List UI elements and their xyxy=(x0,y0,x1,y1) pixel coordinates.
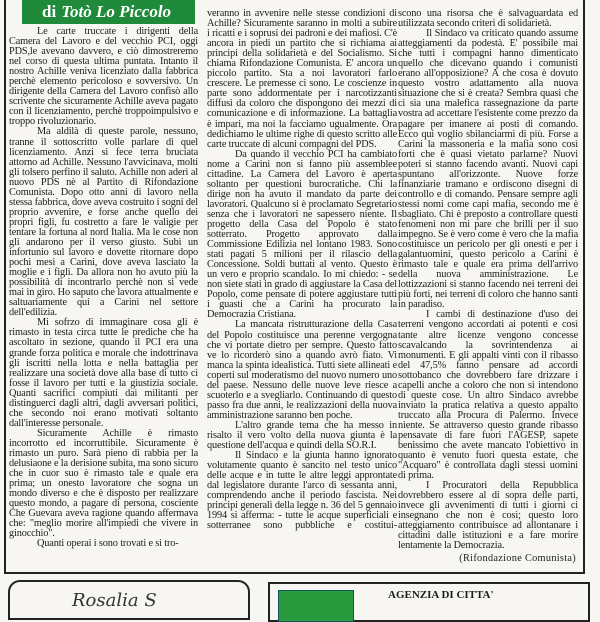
author-name: Totò Lo Piccolo xyxy=(61,2,172,21)
article-signature: (Rifondazione Comunista) xyxy=(459,553,576,564)
paragraph: scono una risorsa che è salvaguardata ed utilizzata secondo criteri di solidarietà. xyxy=(398,9,578,30)
agency-title: AGENZIA DI CITTA' xyxy=(388,589,494,601)
paragraph: Mi sofrzo di immaginare cosa gli è rimasto in testa circa tutte le prediche che ha ascoltato in sezione, quando il PCI era una grande forza politica e morale che indottrinava gli iscritti nella lotta e nella battaglia per realizzare una società dove alla base di tutto ci fosse il lavoro per tutti e la giustizia sociale. Quanti sacrifici compiuti dai militanti per distinguerci dagli altri, dagli avversari politici, che secondo noi erano motivati soltanto dall'interesse personale. xyxy=(9,317,198,429)
advertisement-agency xyxy=(268,582,590,622)
paragraph: L'altro grande tema che ha messo in risalto il vero volto della nuova giunta è la questione dell'acqua e quindi della SO.R.I. xyxy=(207,419,397,452)
agency-logo xyxy=(278,590,354,622)
advertisement-left xyxy=(8,580,250,620)
byline-prefix: di xyxy=(42,2,57,21)
article-column-1 xyxy=(9,27,198,562)
paragraph: Le carte truccate i dirigenti della Camera del Lavoro e del vecchio PCI, oggi PDS,le avevano davvero, e ciò dimostreremo nel corso di questa ultima puntata. Intanto il nostro Achille veniva licenziato dalla fabbrica perchè elemento pericoloso e sovversivo. Un dirigente della Camera del Lavoro confisò allo scrivente che sicuramente Achille aveva pagato con il licenziamento, perchè troppoimpulsivo e troppo rivoluzionario. xyxy=(9,27,198,128)
paragraph: Ma aldilà di queste parole, nessuno, tranne il sottoscritto volle parlare di quel licenziamento. Anzi si fece terra bruciata attorno ad Achille. Nessuno l'avvicinava, molti gli tolsero perfino il saluto. Achille non aderì al nuovo PDS nè al Partito di Rifondazione Comunista. Dopo otto anni di lavoro nella stessa fabbrica, dove aveva costruito i sogni del proprio avvenire, e forse anche quello dei propri figli, fu costretto a fare le valigie per tentare la fortuna al nord Italia. Ma le cose non gli andarono per il verso giusto. Subì un infortunio sul lavoro e dovette ritornare dopo pochi mesi a Carini, dove aveva lasciato la moglie e i figli. Da allora non ho avuto più la possibilità di incontrarlo perchè non si vede mai in giro. Ho saputo che lavora attualmente e saltuariamente qui a Carini nel settore dell'edilizia. xyxy=(9,126,198,319)
paragraph: I Procuratori della Repubblica dovrebbero essere al di sopra delle parti, invece gli avvenimenti di tutti i giorni ci insegnano che non è così; questo loro atteggiamento contribuisce ad allontanare i cittadini dalle istituzioni e a fare morire lentamente la Democrazia. xyxy=(398,480,578,551)
paragraph: Il Sindaco e la giunta hanno ignorato volutamente quanto è sancito nel testo unico delle acque e in tutte le altre leggi approntate dal legislatore durante l'arco di sessanta anni, comprendendo anche il periodo fascista. Nei principi generali della legge n. 36 del 5 gennaio 1994 si afferma: - tutte le acque superficiali e sotterranee sono pubbliche e costitui- xyxy=(207,450,397,532)
paragraph: Il Sindaco va criticato quando assume atteggiamenti da podestà. E' possibile mai che tutti i compagni hanno dimenticato quello che dicevano quando i comunisti erano all'opposizione? A che cosa è dovuto questo vostro adattamento alla nuova situazione che si è creata? Sembra quasi che ci sia una malefica rassegnazione da parte vostra ad accettare l'esistente come prezzo da pagare per imanere ai posti di comando. Ecco qui voglio sbilanciarmi di più. Forse a Carini la massoneria e la mafia sono così forti che è quasi vietato parlarne? Nuovi poteri si stanno facendo avanti. Nuovi capi spuntano all'orizzonte. Nuove forze finanziarie tramano e ordiscono disegni di controllo e di comando. Pensare sempre agli stessi nomi come capi mafia, secondo me è sbagliato. Chi è preposto a controllare questi fenomeni non mi pare che brilli per il suo impegno. Se è vero come è vero che la mafia costituisce un pericolo per gli onesti e per i galantuomini, questo pericolo a Carini è rimasto tale e quale era prima dell'arrivo della nuova amministrazione. Le lottizzazioni si stanno facendo nei terreni dei più forti, nei terreni di coloro che hanno santi in paradiso. xyxy=(398,28,578,311)
paragraph: I cambi di destinazione d'uso dei terreni vengono accordati ai potenti e così tante altre licenze vengono concesse scavalcando la sovrintendenza ai monumenti. E gli appalti vinti con il ribasso del 47,5% fanno pensare ad accordi sottobanco che dovrebbero fare drizzare i capelli anche a coloro che non si intendono di queste cose. Un altro Sindaco avrebbe inviato la pratica relativa a questo appalto truccato alla Procura di Palermo. Invece niente. Se attraverso questo grande ribasso pensavate di fare fuori l'AGESP, sapete benissimo che avete mancato l'obiettivo in quanto è venuto fuori questa estate, che "Acquaro" è controllata dagli stessi uomini di prima. xyxy=(398,309,578,482)
paragraph: Da quando il vecchio PCI ha cambiato nome a Carini non si fanno più assemblee cittadine. La Camera del Lavoro è aperta soltanto per questioni burocratiche. Chi la dirige non ha avuto il mandato da parte dei lavoratori. Qualcuno si è proclamato Segretario senza che i lavoratori ne sapessero niente. Il progetto della Casa del Popolo è stato sotterrato. Progetto approvato dalla Commissione Edilizia nel lontano 1983. Sono stati pagati 5 milioni per il rilascio della Concessione. Soldi buttati al vento. Questo è un vero e proprio scandalo. Io mi chiedo: - se non siete stati in grado di aggiustare la Casa del Popolo, come pensate di potere aggiustare tutti i guasti che a Carini ha procurato la Democrazia Cristiana. xyxy=(207,148,397,321)
paragraph: La mancata ristrutturazione della Casa del Popolo costituisce una perenne vergogna che vi portate dietro per sempre. Questo fatto ve lo ricorderò sino a quando avrò fiato. Vi manca la spinta idealistica. Tutti siete allineati e coperti sul moderatismo del nuovo numero uno del paese. Nessuno delle nuove leve riesce a scuoterlo e a svegliarlo. Continuando di questo passo fra due anni, le realizzazioni della nuova amministrazione saranno ben poche. xyxy=(207,319,397,421)
article-column-2 xyxy=(207,9,397,562)
paragraph: Sicuramente Achille è rimasto incorrotto ed incorruttibile. Sicuramente è rimasto un puro. Sarà pieno di rabbia per la delusiaone e la derisione subita, ma sono sicuro che in cuor suo è rimasto tale e quale era prima; un onesto lavoratore che sogna un mondo diverso e che è disposto per realizzare questo mondo, a pagare di persona, cosciente Che Guevara aveva ragione quando affermava che: "meglio morire all'impiedi che vivere in ginocchio". xyxy=(9,427,198,540)
paragraph: veranno in avvenire nelle stesse condizioni di Achille? Sicuramente saranno in molti a subire i ricatti e i soprusi dei padroni e dei mafiosi. C'è ancora in piedi un partito che si richiama ai principi della solidarietà e del Socialismo. Si chiama Rifondazione Comunista. E' ancora un piccolo partito. Sta a noi lavoratori farlo crescere. Le premesse ci sono. Le coscienze in parte sono addormentate per i narcotizzanti diffusi da coloro che dispongono dei mezzi di comunicazione e di informazione. La battaglia è impari, ma noi la facciamo ugualmente. Ora dedichiamo le ultime righe di questo scritto alle carte truccate di alcuni compagni del PDS. xyxy=(207,9,397,150)
byline-banner xyxy=(22,0,195,24)
article-column-3 xyxy=(398,9,578,551)
paragraph: Quanti operai i sono trovati e si tro- xyxy=(37,538,179,550)
ad-script-name: Rosalia S xyxy=(72,590,157,611)
